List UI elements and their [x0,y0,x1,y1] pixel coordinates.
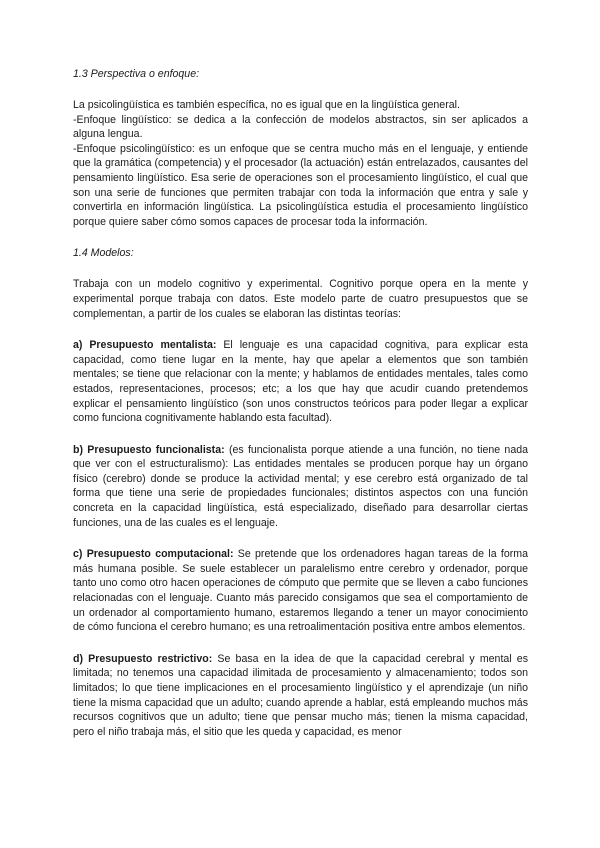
paragraph-presupuesto-computacional [73,547,528,635]
section-heading-1-4: 1.4 Modelos: [73,247,134,260]
paragraph-presupuesto-restrictivo [73,652,528,740]
paragraph-psicolinguistica-especifica: La psicolingüística es también específica, no es igual que en la lingüística general. [73,99,460,111]
presupuesto-funcionalista-text: (es funcionalista porque atiende a una función, no tiene nada que ver con el estructuralismo): Las entidades mentales se producen porque hay un órgano físico (cerebro) donde se produce la actividad mental; y ese cerebro está organizado de tal forma que tiene una serie de propiedades funcionales; distintos aspectos con una función concreta en la capacidad lingüística, está especializado, diseñado para desarrollar ciertas funciones, una de las cuales es el lenguaje. [73,443,528,529]
presupuesto-restrictivo-title: d) Presupuesto restrictivo: [73,652,213,665]
presupuesto-funcionalista-title: b) Presupuesto funcionalista: [73,443,225,456]
paragraph-presupuesto-funcionalista [73,443,528,531]
presupuesto-mentalista-title: a) Presupuesto mentalista: [73,339,217,352]
section-1-3-body [73,98,528,229]
section-heading-1-3: 1.3 Perspectiva o enfoque: [73,68,200,80]
presupuesto-mentalista-text: El lenguaje es una capacidad cognitiva, para explicar esta capacidad, como tiene lugar en la mente, hay que apelar a elementos que son también mentales; se tiene que relacionar con la mente; y hablamos de entidades mentales, tales como estados, representaciones, procesos; etc; a los que hay que acudir cuando pretendemos explicar el pensamiento lingüístico (son unos constructos teóricos para poder llegar a explicar como funciona cognitivamente hablando esta facultad). [73,339,528,425]
presupuesto-computacional-text: Se pretende que los ordenadores hagan tareas de la forma más humana posible. Se suele establecer un paralelismo entre cerebro y ordenador, porque tanto uno como otro hacen operaciones de cómputo que permite que se lleven a cabo funciones relacionadas con el lenguaje. Cuanto más parecido consigamos que sea el comportamiento de un ordenador al comportamiento humano, estaremos llegando a tener un mayor conocimiento de cómo funciona el cerebro humano; es una retroalimentación positiva entre ambos elementos. [73,548,528,634]
paragraph-enfoque-linguistico: -Enfoque lingüístico: se dedica a la confección de modelos abstractos, sin ser aplicados a alguna lengua. [73,113,528,141]
paragraph-presupuesto-mentalista [73,338,528,426]
presupuesto-restrictivo-text: Se basa en la idea de que la capacidad cerebral y mental es limitada; no tenemos una capacidad ilimitada de procesamiento y almacenamiento; todos son limitados; lo que tiene implicaciones en el procesamiento lingüístico y el aprendizaje (un niño tiene la misma capacidad que un adulto; cuando aprende a hablar, está empleando muchos más recursos cognitivos que un adulto; tiene que pensar mucho más; tienen la misma capacidad, pero el niño trabaja más, el sitio que les queda y capacidad, es menor [73,652,528,738]
paragraph-modelos-intro: Trabaja con un modelo cognitivo y experimental. Cognitivo porque opera en la mente y experimental porque trabaja con datos. Este modelo parte de cuatro presupuestos que se complementan, a partir de los cuales se elaboran las distintas teorías: [73,278,528,320]
paragraph-enfoque-psicolinguistico: -Enfoque psicolingüístico: es un enfoque que se centra mucho más en el lenguaje, y entiende que la gramática (competencia) y el procesador (la actuación) están entrelazados, causantes del pensamiento lingüístico. Esa serie de operaciones son el procesamiento lingüístico, el cual que son una serie de funciones que permiten trabajar con toda la información que entra y sale y convertirla en información lingüística. La psicolingüística estudia el procesamiento lingüístico porque quiere saber cómo somos capaces de procesar toda la información. [73,142,528,228]
presupuesto-computacional-title: c) Presupuesto computacional: [73,548,234,561]
